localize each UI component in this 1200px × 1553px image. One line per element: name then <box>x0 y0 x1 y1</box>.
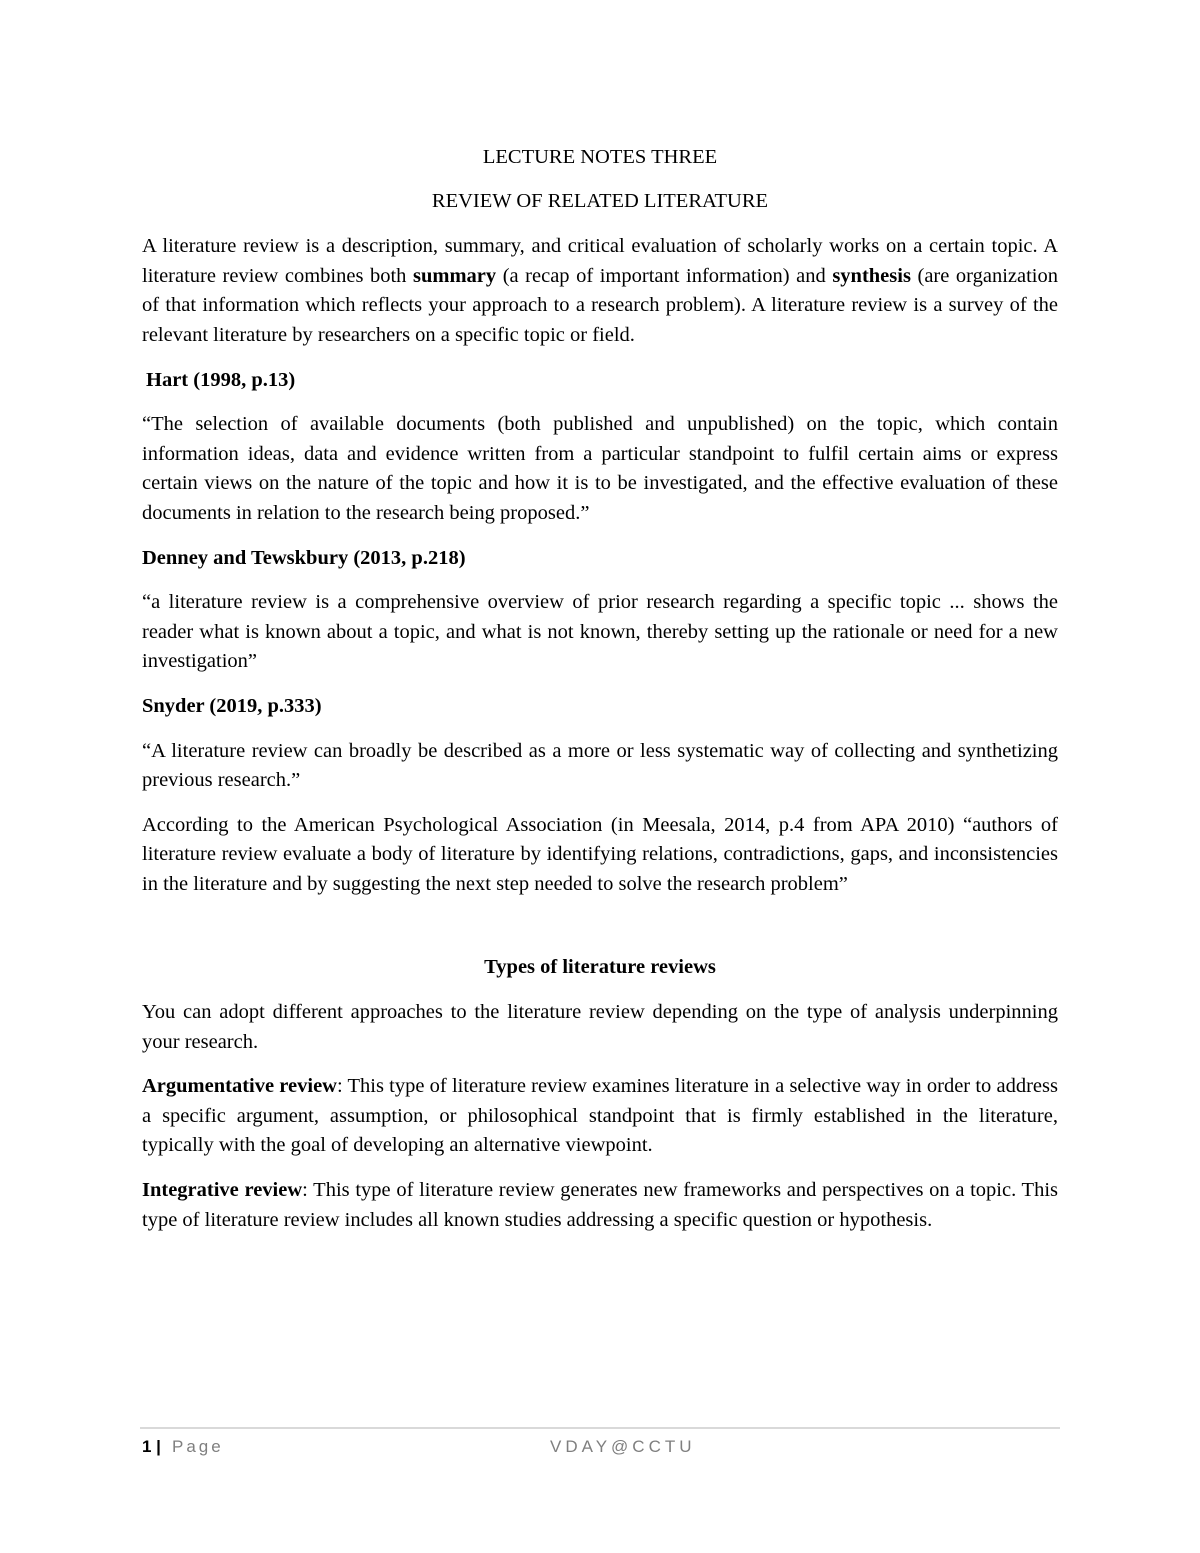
intro-paragraph <box>142 232 1058 350</box>
type-term: Argumentative review <box>142 1075 337 1098</box>
intro-bold-synthesis: synthesis <box>832 264 911 287</box>
source-quote-hart: “The selection of available documents (both published and unpublished) on the topic, which contain information ideas, data and evidence written from a particular standpoint to fulfil certain aims or express certain views on the nature of the topic and how it is to be investigated, and the effective evaluation of these documents in relation to the research being proposed.” <box>142 413 1058 524</box>
source-heading-denney: Denney and Tewskbury (2013, p.218) <box>142 546 466 569</box>
type-term: Integrative review <box>142 1179 303 1202</box>
page-subtitle: REVIEW OF RELATED LITERATURE <box>431 189 769 212</box>
source-heading-snyder: Snyder (2019, p.333) <box>142 694 322 717</box>
intro-text-2: (a recap of important information) and <box>496 264 833 287</box>
types-heading: Types of literature reviews <box>484 956 716 979</box>
source-quote-snyder: “A literature review can broadly be described as a more or less systematic way of collecting and synthetizing previous research.” <box>142 739 1058 792</box>
intro-text-3: (are organization of that information which reflects your approach to a research problem). A literature review is a survey of the relevant literature by researchers on a specific topic or field. <box>142 264 1058 346</box>
page-content <box>142 143 1058 1250</box>
page-label: Page <box>172 1437 224 1456</box>
type-description: : This type of literature review generates new frameworks and perspectives on a topic. This type of literature review includes all known studies addressing a specific question or hypothesis. <box>142 1179 1059 1231</box>
source-heading-hart: Hart (1998, p.13) <box>146 368 296 391</box>
footer-divider <box>140 1427 1060 1429</box>
page-footer <box>140 1430 1060 1460</box>
type-integrative <box>142 1176 1058 1235</box>
page-title: LECTURE NOTES THREE <box>482 146 718 168</box>
types-intro: You can adopt different approaches to the literature review depending on the type of analysis underpinning your research. <box>142 1001 1058 1053</box>
apa-paragraph: According to the American Psychological Association (in Meesala, 2014, p.4 from APA 2010) “authors of literature review evaluate a body of literature by identifying relations, contradictions, gaps, and inconsistencies in the literature and by suggesting the next step needed to solve the research problem” <box>142 813 1058 895</box>
footer-center-text: VDAY@CCTU <box>550 1437 696 1456</box>
source-quote-denney: “a literature review is a comprehensive overview of prior research regarding a specific topic ... shows the reader what is known about a topic, and what is not known, thereby setting up the rationale or need for a new investigation” <box>142 591 1058 673</box>
intro-bold-summary: summary <box>413 264 497 287</box>
intro-text-1: A literature review is a description, summary, and critical evaluation of scholarly works on a certain topic. A literature review combines both <box>142 235 1058 287</box>
page-number: 1 | <box>142 1437 161 1456</box>
type-description: : This type of literature review examines literature in a selective way in order to address a specific argument, assumption, or philosophical standpoint that is firmly established in the literature, typically with the goal of developing an alternative viewpoint. <box>142 1075 1058 1157</box>
type-argumentative <box>142 1072 1058 1161</box>
